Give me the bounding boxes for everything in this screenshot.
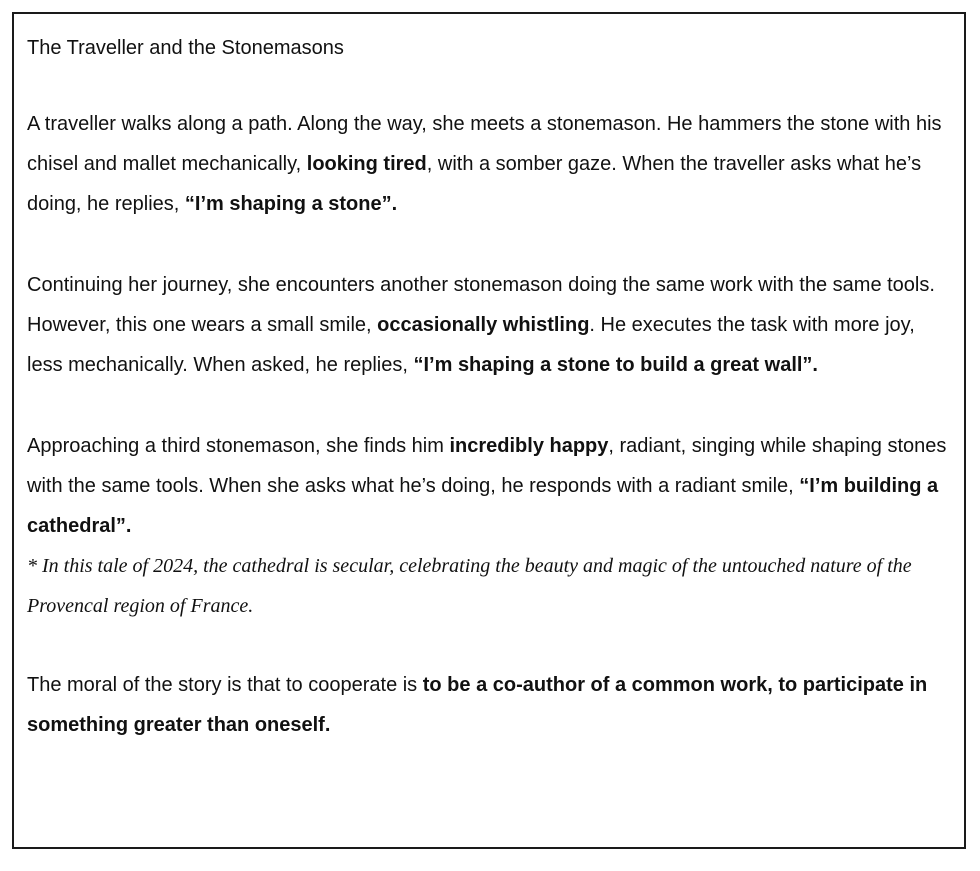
quote-text: “I’m shaping a stone to build a great wall”. <box>413 354 818 376</box>
paragraph-text: , radiant, singing while shaping stones with the same tools. When she asks what he’s doing, he responds with a radiant smile, <box>27 435 947 497</box>
paragraph-text: A traveller walks along a path. Along the way, she meets a stonemason. He hammers the stone with his chisel and mallet mechanically, <box>27 113 942 175</box>
paragraph-text: Continuing her journey, she encounters another stonemason doing the same work with the same tools. However, this one wears a small smile, <box>27 274 935 336</box>
story-title: The Traveller and the Stonemasons <box>27 37 344 59</box>
paragraph-second-stonemason <box>27 265 955 385</box>
moral-emphasis: to be a co-author of a common work, to participate in something greater than oneself. <box>27 674 928 736</box>
paragraph-third-stonemason <box>27 426 955 546</box>
quote-text: “I’m building a cathedral”. <box>27 475 939 537</box>
story-content <box>27 36 955 745</box>
paragraph-text: Approaching a third stonemason, she finds him <box>27 435 450 457</box>
paragraph-first-stonemason <box>27 104 955 224</box>
paragraph-text: , with a somber gaze. When the traveller asks what he’s doing, he replies, <box>27 153 922 215</box>
moral-paragraph <box>27 665 955 745</box>
emphasis-text: incredibly happy <box>449 435 609 457</box>
emphasis-text: occasionally whistling <box>377 314 590 336</box>
story-frame <box>12 12 966 849</box>
footnote: * In this tale of 2024, the cathedral is secular, celebrating the beauty and magic of the untouched nature of the Provencal region of France. <box>27 555 912 617</box>
paragraph-text: . He executes the task with more joy, less mechanically. When asked, he replies, <box>27 314 915 376</box>
quote-text: “I’m shaping a stone”. <box>184 193 398 215</box>
paragraph-text: The moral of the story is that to cooperate is <box>27 674 423 696</box>
emphasis-text: looking tired <box>306 153 427 175</box>
